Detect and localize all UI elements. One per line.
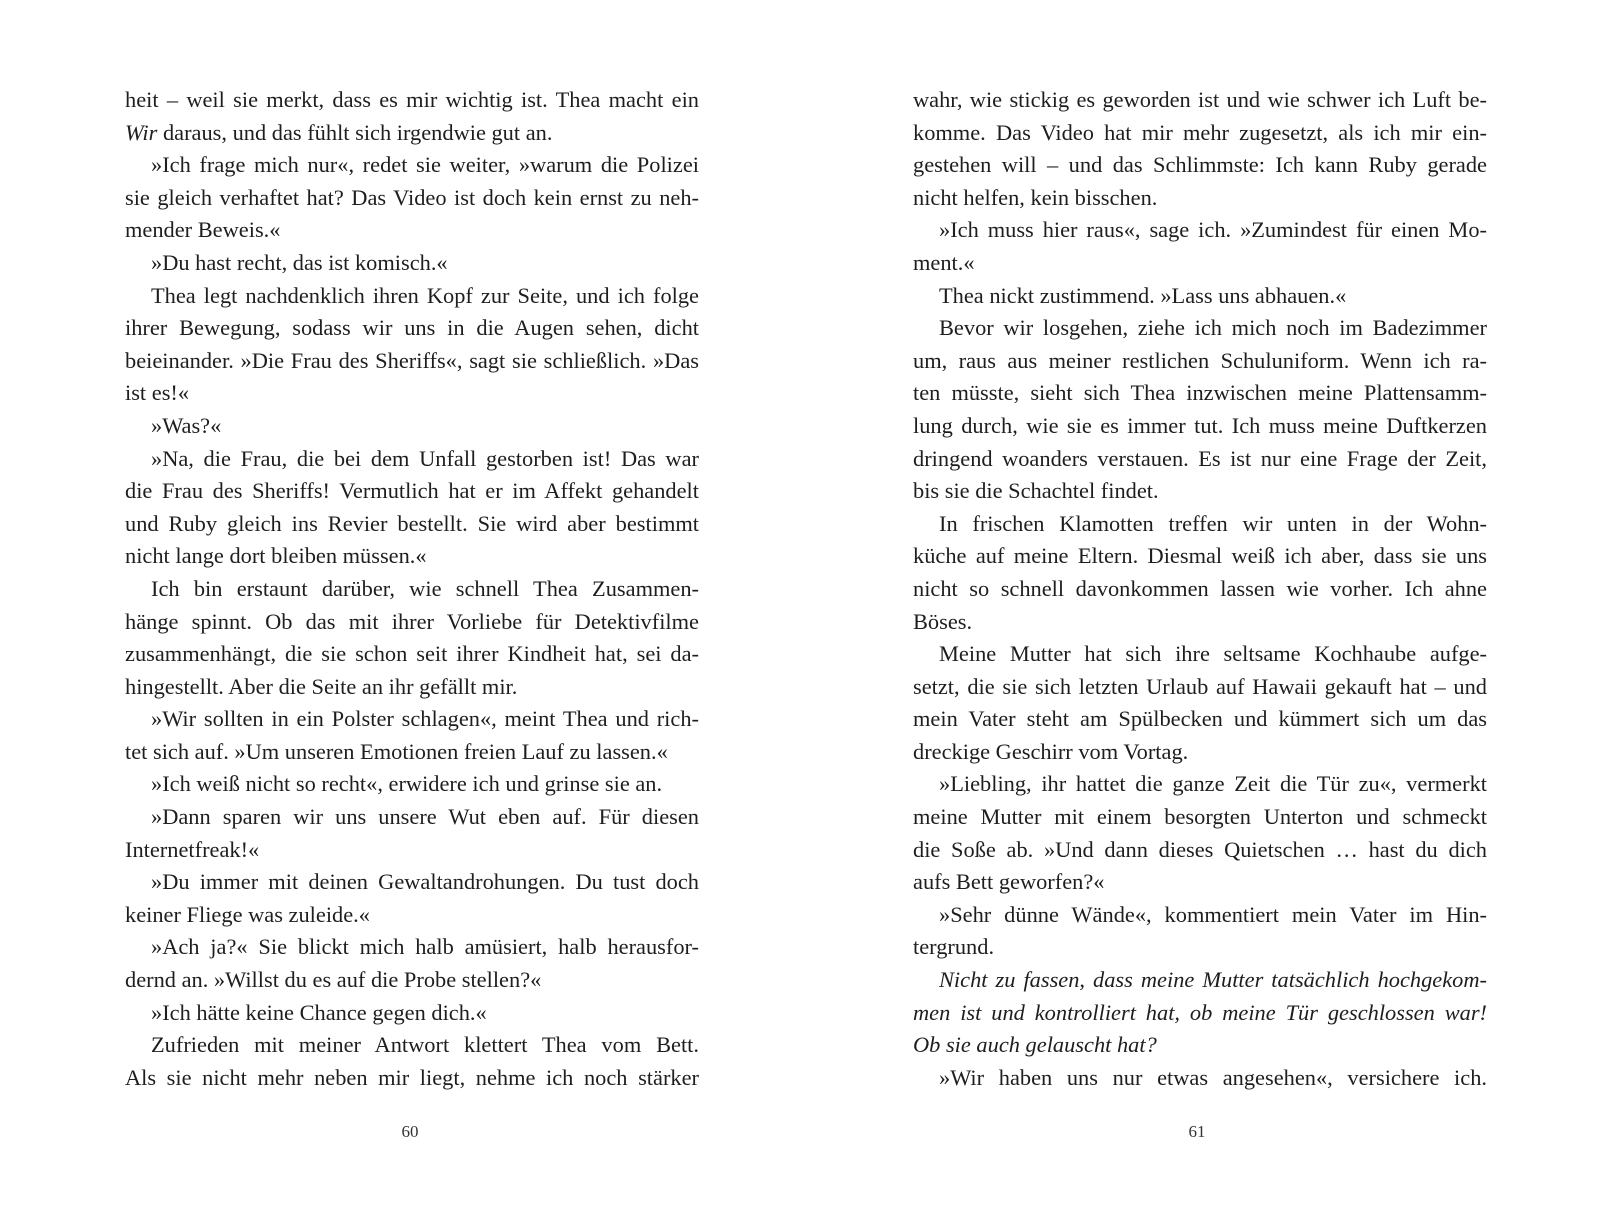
text-line: »Ich frage mich nur«, redet sie weiter, »warum die Polizei [151, 152, 699, 178]
text-line: »Wir sollten in ein Polster schlagen«, meint Thea und rich- [151, 706, 699, 732]
text-line: hingestellt. Aber die Seite an ihr gefällt mir. [125, 673, 518, 699]
text-line: Nicht zu fassen, dass meine Mutter tatsächlich hochgekom- [939, 967, 1487, 993]
text-line: »Na, die Frau, die bei dem Unfall gestorben ist! Das war [151, 445, 699, 471]
text-line: »Du hast recht, das ist komisch.« [151, 249, 448, 275]
text-line: keiner Fliege was zuleide.« [125, 901, 370, 927]
text-line: »Dann sparen wir uns unsere Wut eben auf. Für diesen [151, 804, 699, 830]
text-line: Meine Mutter hat sich ihre seltsame Kochhaube aufge- [939, 641, 1487, 667]
text-line: heit – weil sie merkt, dass es mir wichtig ist. Thea macht ein [125, 87, 699, 112]
text-line: dreckige Geschirr vom Vortag. [913, 738, 1189, 764]
text-line: »Ich weiß nicht so recht«, erwidere ich und grinse sie an. [151, 771, 663, 797]
text-line: ment.« [913, 249, 975, 275]
text-line: nicht lange dort bleiben müssen.« [125, 543, 427, 569]
text-line: zusammenhängt, die sie schon seit ihrer Kindheit hat, sei da- [125, 641, 699, 667]
text-line: Als sie nicht mehr neben mir liegt, nehme ich noch stärker [125, 1064, 699, 1090]
text-line: küche auf meine Eltern. Diesmal weiß ich aber, dass sie uns [913, 543, 1487, 569]
text-line: gestehen will – und das Schlimmste: Ich kann Ruby gerade [913, 152, 1487, 178]
text-line: meine Mutter mit einem besorgten Unterton und schmeckt [913, 804, 1487, 830]
text-line: ist es!« [125, 380, 190, 406]
text-line: Thea legt nachdenklich ihren Kopf zur Seite, und ich folge [151, 282, 699, 308]
page-number-left: 60 [401, 1122, 419, 1141]
text-line: beieinander. »Die Frau des Sheriffs«, sagt sie schließlich. »Das [125, 347, 699, 373]
page-number-right: 61 [1188, 1122, 1206, 1141]
text-line: dernd an. »Willst du es auf die Probe stellen?« [125, 967, 542, 993]
text-line: »Was?« [151, 412, 222, 438]
left-page-text [125, 84, 699, 1094]
text-line: Böses. [913, 608, 973, 634]
text-line: die Soße ab. »Und dann dieses Quietschen … hast du dich [913, 836, 1487, 862]
text-line: »Ach ja?« Sie blickt mich halb amüsiert, halb herausfor- [151, 934, 699, 960]
text-line: »Liebling, ihr hattet die ganze Zeit die Tür zu«, vermerkt [939, 771, 1487, 797]
text-line: Ich bin erstaunt darüber, wie schnell Thea Zusammen- [151, 575, 699, 601]
text-line: aufs Bett geworfen?« [913, 869, 1105, 895]
text-line: ten müsste, sieht sich Thea inzwischen meine Plattensamm- [913, 380, 1487, 406]
text-line: »Du immer mit deinen Gewaltandrohungen. Du tust doch [151, 869, 699, 895]
text-line: wahr, wie stickig es geworden ist und wie schwer ich Luft be- [913, 87, 1487, 112]
text-line: tet sich auf. »Um unseren Emotionen freien Lauf zu lassen.« [125, 738, 668, 764]
right-page-text [913, 84, 1487, 1094]
text-line: nicht helfen, kein bisschen. [913, 184, 1158, 210]
text-line: »Wir haben uns nur etwas angesehen«, versichere ich. [939, 1064, 1487, 1090]
text-line: sie gleich verhaftet hat? Das Video ist doch kein ernst zu neh- [125, 184, 699, 210]
text-line: men ist und kontrolliert hat, ob meine Tür geschlossen war! [913, 999, 1487, 1025]
text-line: und Ruby gleich ins Revier bestellt. Sie wird aber bestimmt [125, 510, 699, 536]
text-line: nicht so schnell davonkommen lassen wie vorher. Ich ahne [913, 575, 1487, 601]
text-line: setzt, die sie sich letzten Urlaub auf Hawaii gekauft hat – und [913, 673, 1487, 699]
text-line: tergrund. [913, 934, 995, 960]
text-line: bis sie die Schachtel findet. [913, 478, 1159, 504]
text-line: mein Vater steht am Spülbecken und kümmert sich um das [913, 706, 1487, 732]
text-line: »Ich hätte keine Chance gegen dich.« [151, 999, 487, 1025]
text-line: um, raus aus meiner restlichen Schuluniform. Wenn ich ra- [913, 347, 1487, 373]
text-line: In frischen Klamotten treffen wir unten in der Wohn- [939, 510, 1487, 536]
text-line: ihrer Bewegung, sodass wir uns in die Augen sehen, dicht [125, 315, 699, 341]
text-line: die Frau des Sheriffs! Vermutlich hat er im Affekt gehandelt [125, 478, 699, 504]
text-line: Bevor wir losgehen, ziehe ich mich noch im Badezimmer [939, 315, 1487, 341]
text-line: Thea nickt zustimmend. »Lass uns abhauen.« [939, 282, 1347, 308]
text-line: lung durch, wie sie es immer tut. Ich muss meine Duftkerzen [913, 412, 1487, 438]
text-line: komme. Das Video hat mir mehr zugesetzt, als ich mir ein- [913, 119, 1487, 145]
text-line: mender Beweis.« [125, 217, 281, 243]
text-line: hänge spinnt. Ob das mit ihrer Vorliebe für Detektivfilme [125, 608, 699, 634]
text-line: »Ich muss hier raus«, sage ich. »Zumindest für einen Mo- [939, 217, 1487, 243]
text-line: dringend woanders verstauen. Es ist nur eine Frage der Zeit, [913, 445, 1487, 471]
text-line: Ob sie auch gelauscht hat? [913, 1032, 1157, 1058]
text-line: Internetfreak!« [125, 836, 260, 862]
emphasized-word: Wir [125, 119, 158, 145]
text-line: Wir daraus, und das fühlt sich irgendwie gut an. [125, 119, 553, 145]
text-line: Zufrieden mit meiner Antwort klettert Thea vom Bett. [151, 1032, 699, 1058]
text-line: »Sehr dünne Wände«, kommentiert mein Vater im Hin- [939, 901, 1487, 927]
